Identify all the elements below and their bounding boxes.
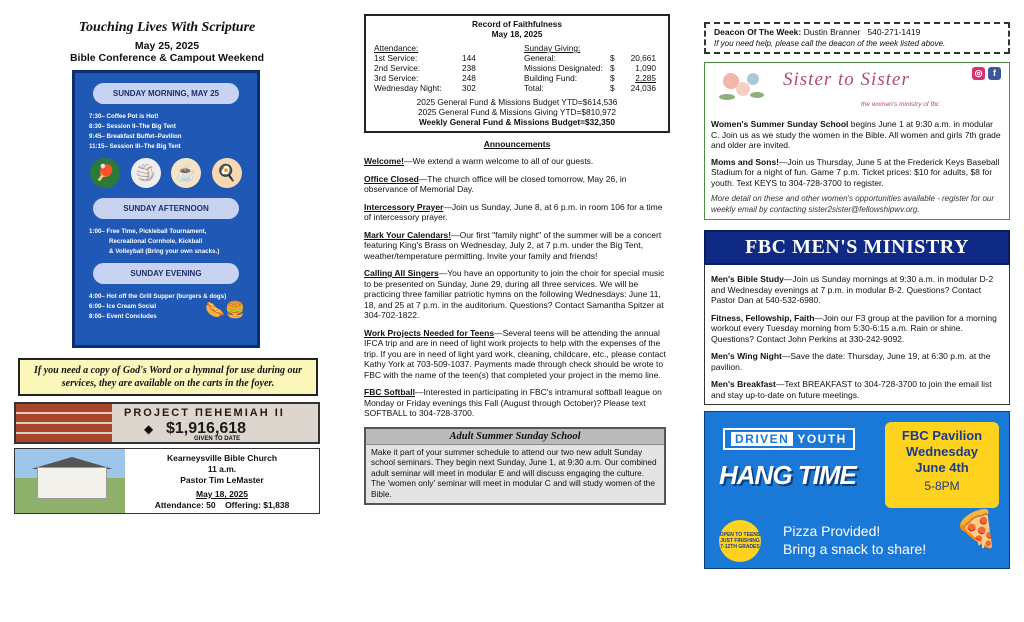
adult-title: Adult Summer Sunday School bbox=[366, 429, 664, 445]
pastor-name: Pastor Tim LeMaster bbox=[180, 475, 264, 485]
record-title: Record of Faithfulness bbox=[472, 19, 562, 29]
event-details bbox=[885, 422, 999, 508]
announcement-item: Office Closed—The church office will be closed tomorrow, May 26, in observance of Memorial Day. bbox=[364, 173, 627, 194]
pizza-line: Pizza Provided! bbox=[783, 523, 881, 539]
event-time: 5-8PM bbox=[924, 479, 960, 493]
schedule-item: 9:45– Breakfast Buffet–Pavilion bbox=[89, 133, 182, 140]
afternoon-label: SUNDAY AFTERNOON bbox=[93, 198, 239, 219]
driven-youth-logo: DRIVEN YOUTH bbox=[723, 428, 855, 450]
coffee-icon: ☕ bbox=[171, 158, 201, 188]
middle-column bbox=[364, 0, 670, 505]
kbc-stats: Attendance: 50 Offering: $1,838 bbox=[154, 500, 290, 510]
deacon-name: Dustin Branner bbox=[803, 27, 861, 37]
sister-note: More detail on these and other women's opportunities available - register for our weekly email by contacting sister2sister@fellowshipwv.org. bbox=[711, 194, 995, 214]
conference-date: May 25, 2025 bbox=[134, 40, 200, 52]
nehemiah-label: PROJECT ПEHEMIAH II bbox=[124, 407, 285, 419]
giving-label: Sunday Giving: bbox=[524, 43, 581, 53]
sister-title: Sister to Sister bbox=[783, 69, 910, 90]
mens-item: Men's Breakfast—Text BREAKFAST to 304-728-3700 to join the email list and stay up-to-date on future meetings. bbox=[711, 379, 992, 400]
evening-schedule bbox=[89, 292, 247, 322]
mens-item: Fitness, Fellowship, Faith—Join our F3 group at the pavilion for a morning workout every Tuesday morning from 5:30-6:15 a.m. Rain or shine. Questions? Contact John Perkins at 330-242-9092. bbox=[711, 312, 997, 344]
afternoon-schedule bbox=[89, 227, 247, 257]
adult-body: Make it part of your summer schedule to attend our two new adult Sunday school seminars. They begin next Sunday, June 1, at 9:30 a.m. Our combined adult seminar will meet in modular E and will discuss engaging the culture. The 'women only' seminar will meet in modular C and will study women of the Bible. bbox=[366, 445, 664, 504]
announcement-item: Work Projects Needed for Teens—Several teens will be attending the annual IFCA trip and are in need of light work projects to help with the expenses of the trip. If you are in need of light yard work, cleaning, childcare, etc., please contact Kathy York at 703-509-1037. Payments made through check should be wrote to FBC with the name of the teen(s) that completed your project in the memo line. bbox=[364, 327, 666, 380]
project-nehemiah-banner bbox=[14, 402, 320, 444]
adult-summer-sunday-school bbox=[364, 427, 666, 506]
mens-ministry-box bbox=[704, 265, 1010, 405]
teens-badge: OPEN TO TEENS JUST FINISHING 7-12TH GRADES bbox=[719, 520, 761, 562]
pizza-text bbox=[783, 522, 926, 558]
schedule-item: 8:30– Session II–The Big Tent bbox=[89, 123, 176, 130]
schedule-item: 11:15– Session III–The Big Tent bbox=[89, 143, 181, 150]
mens-item: Men's Wing Night—Save the date: Thursday, June 19, at 6:30 p.m. at the pavilion. bbox=[711, 351, 991, 372]
hang-time-title: HANG TIME bbox=[719, 460, 856, 490]
breakfast-icon: 🍳 bbox=[212, 158, 242, 188]
pizza-icon: 🍕 bbox=[954, 508, 999, 549]
schedule-item: 1:00– Free Time, Pickleball Tournament, bbox=[89, 228, 207, 235]
schedule-item: 4:00– Hot off the Grill Supper (burgers & dogs) bbox=[89, 293, 227, 300]
church-name: Kearneysville Bible Church bbox=[166, 453, 278, 463]
event-venue: FBC Pavilion bbox=[901, 428, 983, 443]
budget-line: 2025 General Fund & Missions Budget YTD=$614,536 bbox=[416, 97, 618, 107]
church-building bbox=[37, 467, 107, 499]
morning-schedule bbox=[89, 112, 247, 152]
record-grid bbox=[374, 43, 660, 93]
conference-flyer bbox=[72, 70, 260, 348]
morning-label: SUNDAY MORNING, MAY 25 bbox=[93, 83, 239, 104]
announcement-item: Welcome!—We extend a warm welcome to all of our guests. bbox=[364, 156, 594, 166]
giving-row: General: $ 20,661 bbox=[524, 53, 656, 63]
budget-line: Weekly General Fund & Missions Budget=$32,350 bbox=[418, 117, 616, 127]
deacon-note: If you need help, please call the deacon of the week listed above. bbox=[714, 39, 946, 48]
schedule-item: 8:00– Event Concludes bbox=[89, 313, 157, 320]
sister-item: Moms and Sons!—Join us Thursday, June 5 at the Frederick Keys Baseball Stadium for a night of fun. Game 7 p.m. Ticket prices: $10 for adults, $8 for youth. Text KEYS to 304-728-3700 to register. bbox=[711, 156, 1000, 188]
right-column bbox=[704, 0, 1010, 569]
event-day: Wednesday bbox=[905, 444, 978, 459]
church-photo bbox=[15, 449, 125, 513]
sister-subtitle: the women's ministry of fbc bbox=[861, 101, 940, 108]
hang-time-flyer bbox=[704, 411, 1010, 569]
giving-row: Total: $ 24,036 bbox=[524, 83, 656, 93]
announcements-heading: Announcements bbox=[483, 139, 551, 149]
snack-line: Bring a snack to share! bbox=[783, 541, 927, 557]
giving-row: Missions Designated: $ 1,090 bbox=[524, 63, 656, 73]
burger-icon: 🌭🍔 bbox=[205, 302, 245, 319]
kearneysville-card bbox=[14, 448, 320, 514]
conference-subtitle: Bible Conference & Campout Weekend bbox=[69, 52, 265, 64]
attendance-row: 1st Service: 144 bbox=[374, 53, 476, 63]
service-time: 11 a.m. bbox=[207, 464, 237, 474]
schedule-item: 7:30– Coffee Pot is Hot! bbox=[89, 113, 159, 120]
activity-icons bbox=[85, 158, 247, 188]
facebook-icon[interactable]: f bbox=[988, 67, 1001, 80]
deacon-phone: 540-271-1419 bbox=[867, 27, 921, 37]
flower-icon bbox=[717, 67, 767, 107]
sister-header bbox=[711, 67, 1003, 113]
deacon-of-the-week bbox=[704, 22, 1010, 54]
attendance-block bbox=[374, 43, 524, 93]
volleyball-icon: 🏐 bbox=[131, 158, 161, 188]
bible-hymnal-notice: If you need a copy of God's Word or a hymnal for use during our services, they are available on the carts in the foyer. bbox=[18, 358, 318, 396]
social-links bbox=[972, 67, 1001, 80]
sister-to-sister-box bbox=[704, 62, 1010, 220]
sister-item: Women's Summer Sunday School begins June 1 at 9:30 a.m. in modular C. Join us as we study the women in the Bible. All women and girls 7th grade and older are invited. bbox=[711, 119, 1001, 150]
record-of-faithfulness bbox=[364, 14, 670, 133]
deacon-label: Deacon Of The Week: bbox=[714, 27, 802, 37]
schedule-item: Recreational Cornhole, Kickball bbox=[109, 238, 203, 245]
left-column bbox=[14, 0, 320, 514]
announcement-item: Calling All Singers—You have an opportunity to join the choir for special music to be presented on Sunday, June 29, during all three services. We will be practicing three familiar patriotic hymns on the following Wednesdays: June 11, 18, and 25 at 7 p.m. in the auditorium. Questions? Contact Samantha Spitzer at 304-702-1822. bbox=[364, 268, 665, 320]
pickleball-icon: 🏓 bbox=[90, 158, 120, 188]
announcement-item: Mark Your Calendars!—Our first "family night" of the summer will be a concert featuring King's Brass on Wednesday, July 2, at 7 p.m. under the Big Tent, weather/temperature permitting. Invite your family and friends! bbox=[364, 229, 662, 261]
kearneysville-info bbox=[125, 449, 319, 513]
schedule-item: & Volleyball (Bring your own snacks.) bbox=[109, 248, 220, 255]
attendance-row: 2nd Service: 238 bbox=[374, 63, 476, 73]
schedule-item: 6:00– Ice Cream Social bbox=[89, 303, 157, 310]
kbc-date: May 18, 2025 bbox=[196, 489, 248, 499]
nehemiah-amount: $1,916,618 bbox=[166, 420, 247, 437]
instagram-icon[interactable]: ◎ bbox=[972, 67, 985, 80]
mens-item: Men's Bible Study—Join us Sunday mornings at 9:30 a.m. in modular D-2 and Wednesday evenings at 7 p.m. in modular B-2. Questions? Contact Pastor Dan at 540-532-6980. bbox=[711, 274, 994, 305]
attendance-label: Attendance: bbox=[374, 43, 419, 53]
attendance-row: Wednesday Night: 302 bbox=[374, 83, 476, 93]
event-date: June 4th bbox=[915, 460, 969, 475]
evening-label: SUNDAY EVENING bbox=[93, 263, 239, 284]
attendance-row: 3rd Service: 248 bbox=[374, 73, 476, 83]
conference-title: Touching Lives With Scripture bbox=[78, 20, 256, 35]
nehemiah-given: GIVEN TO DATE bbox=[194, 436, 241, 442]
giving-row: Building Fund: $ 2,285 bbox=[524, 73, 656, 83]
mens-ministry-heading: FBC MEN'S MINISTRY bbox=[704, 230, 1010, 265]
giving-block bbox=[524, 43, 660, 93]
budget-summary bbox=[374, 97, 660, 127]
record-date: May 18, 2025 bbox=[491, 29, 543, 39]
budget-line: 2025 General Fund & Missions Giving YTD=$810,972 bbox=[418, 107, 616, 117]
announcement-item: Intercessory Prayer—Join us Sunday, June 8, at 6 p.m. in room 106 for a time of intercessory prayer. bbox=[364, 201, 663, 222]
arrow-icon: ◆ bbox=[144, 422, 154, 436]
announcement-item: FBC Softball—Interested in participating in FBC's intramural softball league on Monday or Friday evenings this Fall (August through October)? Please text SOFTBALL to 304-728-3700. bbox=[364, 387, 662, 418]
